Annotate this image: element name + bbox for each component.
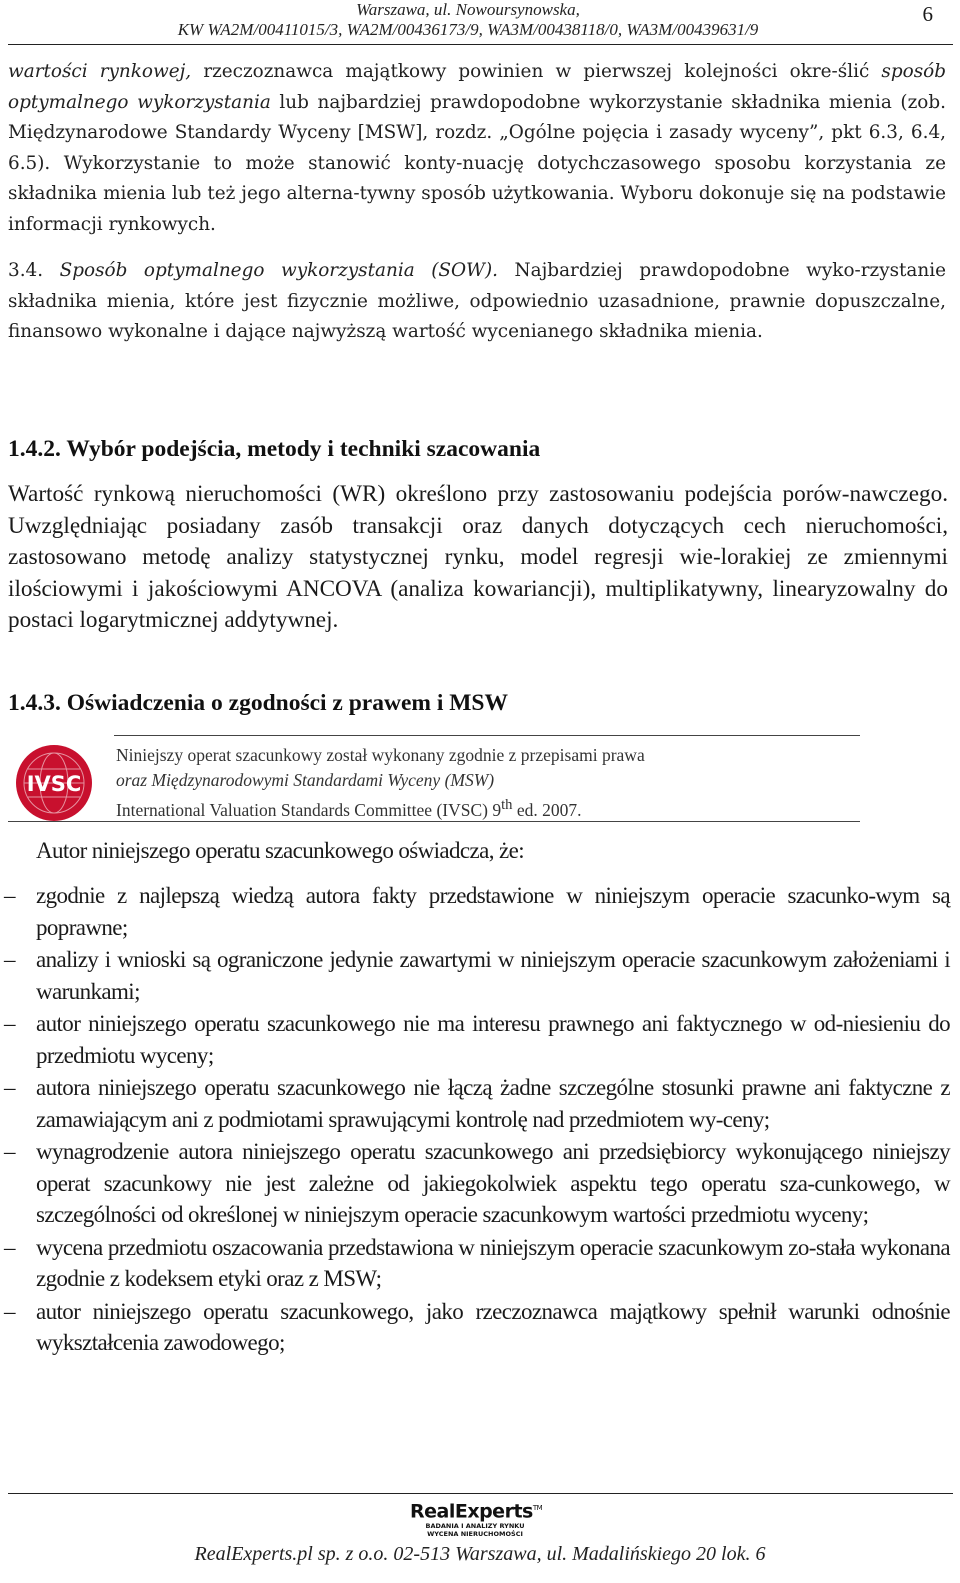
section-143-heading: 1.4.3. Oświadczenia o zgodności z prawem i MSW [8, 690, 508, 716]
declaration-item-text: autora niniejszego operatu szacunkowego nie łączą żadne szczególne stosunki prawne ani faktyczne z zamawiającym ani z podmiotami sprawującymi kontrolę nad przedmiotem wy-ceny; [36, 1075, 950, 1132]
sow-definition-paragraph [8, 256, 946, 348]
bullet-dash: – [4, 1234, 15, 1260]
declaration-item [0, 944, 950, 1007]
page-header [8, 0, 953, 45]
footer-address: RealExperts.pl sp. z o.o. 02-513 Warszawa, ul. Madalińskiego 20 lok. 6 [194, 1543, 766, 1565]
declaration-item-text: autor niniejszego operatu szacunkowego, jako rzeczoznawca majątkowy spełnił warunki odnośnie wykształcenia zawodowego; [36, 1298, 950, 1355]
header-address [128, 0, 808, 40]
ivsc-seal-icon [14, 743, 94, 823]
bullet-dash: – [4, 1298, 15, 1324]
declaration-intro: Autor niniejszego operatu szacunkowego oświadcza, że: [36, 838, 525, 863]
sow-intro-text-1: rzeczoznawca majątkowy powinien w pierwszej kolejności okre-ślić [191, 61, 882, 82]
realexperts-logo [410, 1497, 543, 1543]
declaration-item [0, 1136, 950, 1231]
declaration-item [0, 880, 950, 943]
logo-tagline-2: WYCENA NIERUCHOMOŚCI [427, 1530, 523, 1539]
bullet-dash: – [4, 883, 15, 908]
banner-top-rule [114, 735, 860, 736]
ivsc-line-3 [116, 793, 645, 823]
declaration-list [0, 880, 950, 1360]
section-142-paragraph: Wartość rynkową nieruchomości (WR) określono przy zastosowaniu podejścia porów-nawczego. Uwzględniając posiadany zasób transakcji oraz danych dotyczących cech nieruchomości, zastosowano metodę analizy statystycznej rynku, model regresji wie-lorakiej ze zmiennymi ilościowymi i jakościowymi ANCOVA (analiza kowariancji), multiplikatywny, linearyzowalny do postaci logarytmicznej addytywnej. [8, 481, 948, 633]
page-number: 6 [922, 2, 933, 26]
ivsc-line-3-a: International Valuation Standards Committee (IVSC) 9 [116, 799, 502, 820]
sow-intro-text-2: lub najbardziej prawdopodobne wykorzystanie składnika mienia (zob. Międzynarodowe Standardy Wyceny [MSW], rozdz. „Ogólne pojęcia i zasady wyceny”, pkt 6.3, 6.4, 6.5). Wykorzystanie to może stanowić konty-nuację dotychczasowego sposobu korzystania ze składnika mienia lub też jego alterna-tywny sposób użytkowania. Wyboru dokonuje się na podstawie informacji rynkowych. [8, 91, 946, 235]
bullet-dash: – [4, 1139, 15, 1164]
section-142-heading: 1.4.2. Wybór podejścia, metody i techniki szacowania [8, 436, 541, 462]
ivsc-line-1: Niniejszy operat szacunkowy został wykonany zgodnie z przepisami prawa [116, 745, 645, 765]
bullet-dash: – [4, 947, 15, 972]
header-line-2: KW WA2M/00411015/3, WA2M/00436173/9, WA3M/00438118/0, WA3M/00439631/9 [177, 20, 759, 39]
declaration-item-text: autor niniejszego operatu szacunkowego nie ma interesu prawnego ani faktycznego w od-niesieniu do przedmiotu wyceny; [36, 1011, 950, 1068]
logo-name-text: RealExperts [410, 1500, 533, 1523]
sow-definition-text: Najbardziej prawdopodobne wyko-rzystanie składnika mienia, które jest fizycznie możliwe, odpowiednio uzasadnione, prawnie dopuszczalne, finansowo wykonalne i dające najwyższą wartość wycenianego składnika mienia. [8, 260, 946, 342]
ivsc-logo-text: IVSC [26, 772, 82, 796]
bullet-dash: – [4, 1075, 15, 1100]
declaration-item-text: wynagrodzenie autora niniejszego operatu szacunkowego ani przedsiębiorcy wykonującego niniejszy operat szacunkowy nie jest zależne od jakiegokolwiek aspektu tego operatu sza-cunkowego, w szczególności od określonej w niniejszym operacie szacunkowym wartości przedmiotu wyceny; [36, 1139, 950, 1227]
ivsc-compliance-banner [8, 735, 860, 823]
sow-definition-number: 3.4. [8, 260, 60, 281]
declaration-item [0, 1072, 950, 1135]
declaration-item [0, 1232, 950, 1295]
logo-tagline-1: BADANIA I ANALIZY RYNKU [425, 1522, 525, 1531]
sow-intro-italic-1: wartości rynkowej, [8, 61, 192, 82]
bullet-dash: – [4, 1011, 15, 1036]
ivsc-line-3-sup: th [501, 797, 513, 813]
sow-intro-italic-2: sposób optymalnego wykorzystania [8, 61, 946, 113]
header-line-1: Warszawa, ul. Nowoursynowska, [356, 0, 580, 19]
realexperts-logo-name [410, 1497, 543, 1523]
banner-bottom-rule [8, 821, 860, 822]
declaration-item-text: analizy i wnioski są ograniczone jedynie zawartymi w niniejszym operacie szacunkowym założeniami i warunkami; [36, 947, 950, 1004]
sow-definition-term: Sposób optymalnego wykorzystania (SOW). [59, 260, 498, 281]
declaration-item [0, 1008, 950, 1071]
declaration-item-text: zgodnie z najlepszą wiedzą autora fakty przedstawione w niniejszym operacie szacunko-wym są poprawne; [36, 883, 950, 940]
ivsc-line-3-b: ed. 2007. [512, 799, 582, 820]
sow-intro-paragraph [8, 57, 946, 240]
ivsc-banner-text [116, 743, 645, 823]
declaration-item-text: wycena przedmiotu oszacowania przedstawiona w niniejszym operacie szacunkowym zo-stała wykonana zgodnie z kodeksem etyki oraz z MSW; [36, 1234, 950, 1291]
ivsc-line-2: oraz Międzynarodowymi Standardami Wyceny (MSW) [116, 770, 495, 790]
declaration-item [0, 1296, 950, 1359]
logo-tm: TM [532, 1504, 543, 1512]
footer-rule [8, 1493, 953, 1494]
